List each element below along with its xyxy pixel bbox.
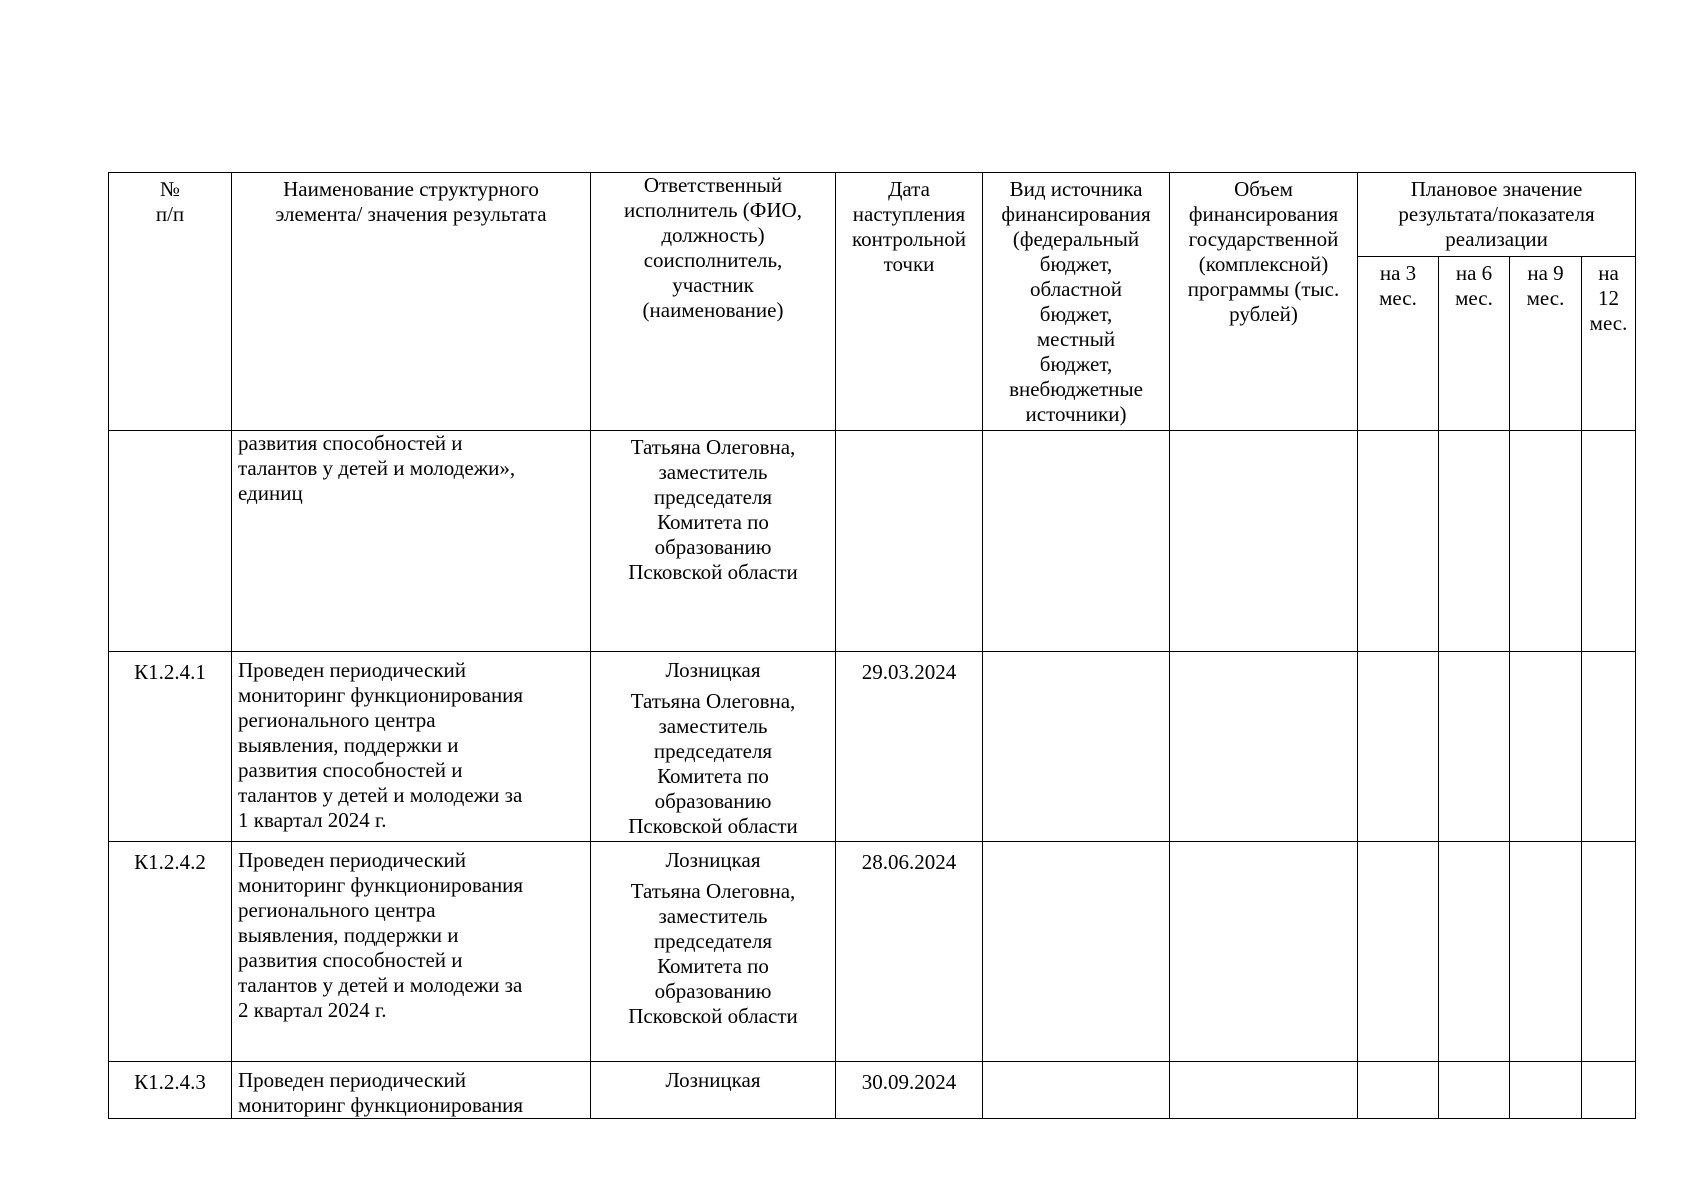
row-source: [983, 1062, 1170, 1119]
table-row: [109, 431, 1636, 652]
row-period-12: [1582, 431, 1636, 652]
row-num: К1.2.4.2: [109, 842, 232, 1062]
row-responsible: Лозницкая: [591, 1062, 836, 1119]
row-period-9: [1510, 842, 1582, 1062]
row-period-6: [1439, 652, 1510, 842]
row-num: [109, 431, 232, 652]
row-period-12: [1582, 842, 1636, 1062]
row-period-9: [1510, 431, 1582, 652]
header-period-9: на 9 мес.: [1510, 257, 1582, 431]
header-period-12: на 12 мес.: [1582, 257, 1636, 431]
row-name: Проведен периодический мониторинг функционирования регионального центра выявления, поддержки и развития способностей и талантов у детей и молодежи за 1 квартал 2024 г.: [232, 652, 591, 842]
control-points-table: [108, 172, 1636, 1119]
row-responsible: Татьяна Олеговна, заместитель председателя Комитета по образованию Псковской области: [591, 431, 836, 652]
row-source: [983, 652, 1170, 842]
header-volume: Объем финансирования государственной (комплексной) программы (тыс. рублей): [1170, 173, 1358, 431]
row-period-3: [1358, 1062, 1439, 1119]
row-date: 28.06.2024: [836, 842, 983, 1062]
header-row-1: [109, 173, 1636, 257]
row-num: К1.2.4.1: [109, 652, 232, 842]
row-period-9: [1510, 1062, 1582, 1119]
row-period-3: [1358, 431, 1439, 652]
row-period-3: [1358, 652, 1439, 842]
row-volume: [1170, 1062, 1358, 1119]
row-period-3: [1358, 842, 1439, 1062]
header-date: Дата наступления контрольной точки: [836, 173, 983, 431]
table-row: [109, 652, 1636, 842]
row-period-12: [1582, 1062, 1636, 1119]
row-period-6: [1439, 431, 1510, 652]
header-period-3: на 3 мес.: [1358, 257, 1439, 431]
row-date: 29.03.2024: [836, 652, 983, 842]
row-period-6: [1439, 842, 1510, 1062]
header-period-6: на 6 мес.: [1439, 257, 1510, 431]
header-responsible: Ответственный исполнитель (ФИО, должность) соисполнитель, участник (наименование): [591, 173, 836, 431]
row-period-6: [1439, 1062, 1510, 1119]
row-volume: [1170, 652, 1358, 842]
table-row: [109, 842, 1636, 1062]
row-num: К1.2.4.3: [109, 1062, 232, 1119]
header-name: Наименование структурного элемента/ значения результата: [232, 173, 591, 431]
row-name: Проведен периодический мониторинг функционирования: [232, 1062, 591, 1119]
row-source: [983, 842, 1170, 1062]
row-period-12: [1582, 652, 1636, 842]
row-responsible: Лозницкая Татьяна Олеговна, заместитель председателя Комитета по образованию Псковской области: [591, 652, 836, 842]
row-volume: [1170, 842, 1358, 1062]
row-source: [983, 431, 1170, 652]
row-name: Проведен периодический мониторинг функционирования регионального центра выявления, поддержки и развития способностей и талантов у детей и молодежи за 2 квартал 2024 г.: [232, 842, 591, 1062]
header-planned: Плановое значение результата/показателя реализации: [1358, 173, 1636, 257]
header-num: № п/п: [109, 173, 232, 431]
row-date: [836, 431, 983, 652]
row-date: 30.09.2024: [836, 1062, 983, 1119]
row-period-9: [1510, 652, 1582, 842]
row-volume: [1170, 431, 1358, 652]
row-responsible: Лозницкая Татьяна Олеговна, заместитель председателя Комитета по образованию Псковской области: [591, 842, 836, 1062]
row-name: развития способностей и талантов у детей и молодежи», единиц: [232, 431, 591, 652]
table-row: [109, 1062, 1636, 1119]
header-source: Вид источника финансирования (федеральный бюджет, областной бюджет, местный бюджет, внебюджетные источники): [983, 173, 1170, 431]
